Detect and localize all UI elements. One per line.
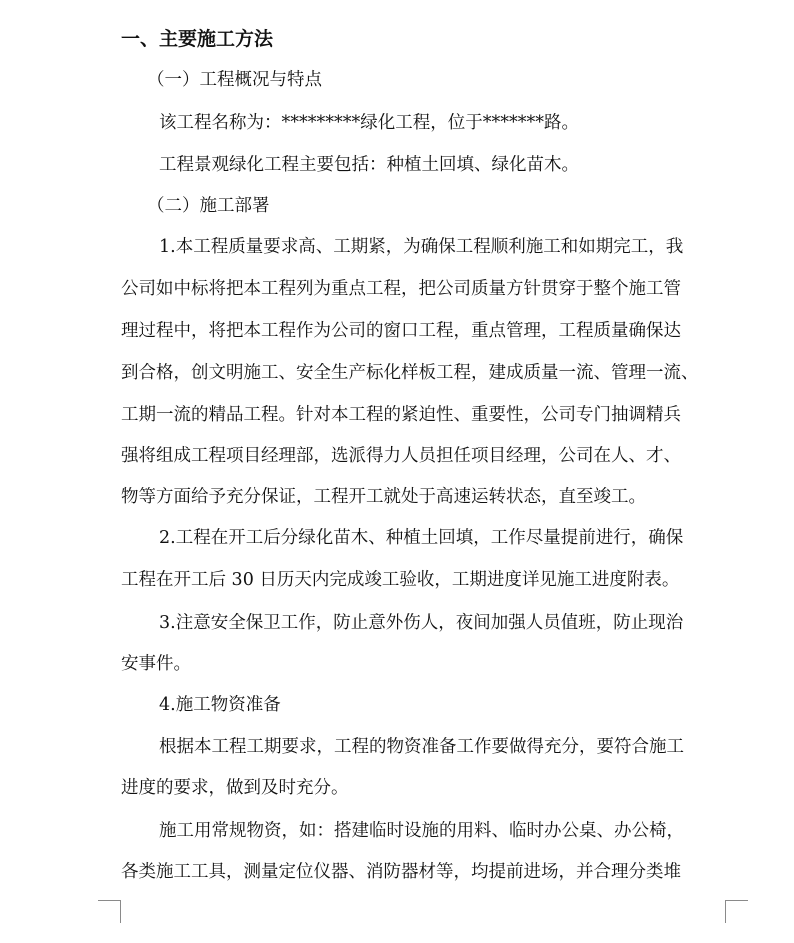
margin-corner-mark-right (725, 900, 748, 923)
margin-corner-mark-left (98, 900, 121, 923)
paragraph-line: 工程景观绿化工程主要包括：种植土回填、绿化苗木。 (159, 155, 579, 175)
paragraph-line: 2.工程在开工后分绿化苗木、种植土回填，工作尽量提前进行，确保 (159, 528, 684, 548)
paragraph-line: 该工程名称为：*********绿化工程，位于*******路。 (159, 113, 579, 133)
paragraph-line: 进度的要求，做到及时充分。 (121, 778, 349, 798)
paragraph-line: 工程在开工后 30 日历天内完成竣工验收，工期进度详见施工进度附表。 (121, 570, 680, 590)
paragraph-line: 1.本工程质量要求高、工期紧，为确保工程顺利施工和如期完工，我 (159, 237, 684, 257)
paragraph-line: 根据本工程工期要求，工程的物资准备工作要做得充分，要符合施工 (159, 737, 684, 757)
paragraph-line: 理过程中，将把本工程作为公司的窗口工程，重点管理，工程质量确保达 (121, 321, 681, 341)
section-heading: 一、主要施工方法 (121, 28, 274, 50)
subsection-title-overview: （一）工程概况与特点 (147, 70, 322, 90)
paragraph-line: 强将组成工程项目经理部，选派得力人员担任项目经理，公司在人、才、 (121, 446, 681, 466)
subsection-title-deployment: （二）施工部署 (147, 196, 270, 216)
paragraph-line: 安事件。 (121, 654, 191, 674)
paragraph-line: 物等方面给予充分保证，工程开工就处于高速运转状态，直至竣工。 (121, 487, 646, 507)
paragraph-line: 公司如中标将把本工程列为重点工程，把公司质量方针贯穿于整个施工管 (121, 279, 681, 299)
paragraph-line: 工期一流的精品工程。针对本工程的紧迫性、重要性，公司专门抽调精兵 (121, 405, 681, 425)
paragraph-line: 各类施工工具，测量定位仪器、消防器材等，均提前进场，并合理分类堆 (121, 862, 681, 882)
paragraph-line: 到合格，创文明施工、安全生产标化样板工程，建成质量一流、管理一流、 (121, 363, 699, 383)
item-title-materials: 4.施工物资准备 (159, 695, 281, 715)
paragraph-line: 3.注意安全保卫工作，防止意外伤人，夜间加强人员值班，防止现治 (159, 613, 684, 633)
paragraph-line: 施工用常规物资，如：搭建临时设施的用料、临时办公桌、办公椅， (159, 821, 684, 841)
